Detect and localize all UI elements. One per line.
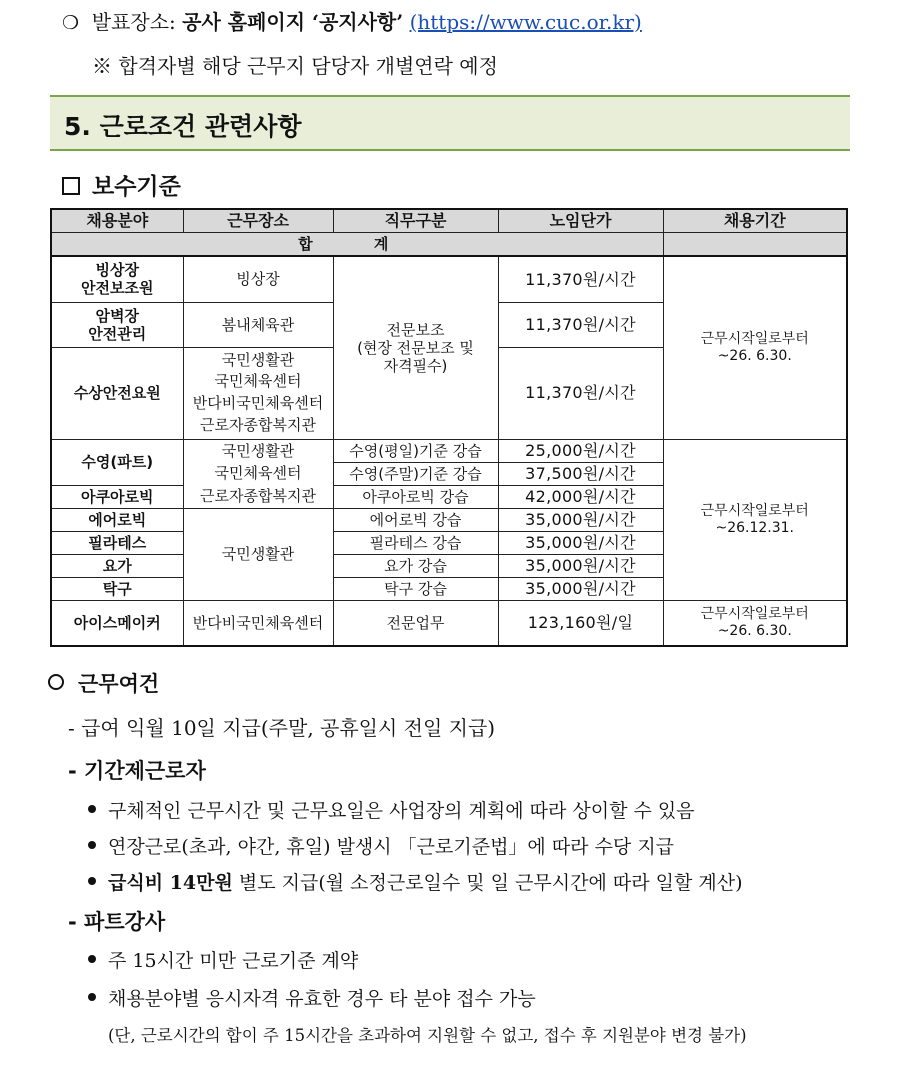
duty-cell: 전문보조 (현장 전문보조 및 자격필수) xyxy=(333,256,498,439)
bullet-dot-icon xyxy=(88,877,96,885)
wage-cell: 35,000원/시간 xyxy=(498,531,663,554)
duty-cell: 요가 강습 xyxy=(333,554,498,577)
announcement-venue xyxy=(62,6,642,35)
wage-cell: 123,160원/일 xyxy=(498,600,663,646)
part-time-note: (단, 근로시간의 합이 주 15시간을 초과하여 지원할 수 없고, 접수 후 지원분야 변경 불가) xyxy=(108,1026,747,1045)
checkbox-square-icon xyxy=(62,177,80,195)
bullet-dot-icon xyxy=(88,841,96,849)
place-cell: 봄내체육관 xyxy=(183,302,333,347)
wage-cell: 11,370원/시간 xyxy=(498,256,663,302)
bullet-dot-icon xyxy=(88,993,96,1001)
venue-value: 공사 홈페이지 ‘공지사항’ xyxy=(182,10,404,34)
section-title: 5. 근로조건 관련사항 xyxy=(64,112,302,141)
field-cell: 수영(파트) xyxy=(51,439,183,485)
field-cell: 암벽장 안전관리 xyxy=(51,302,183,347)
field-cell: 필라테스 xyxy=(51,531,183,554)
wage-cell: 35,000원/시간 xyxy=(498,508,663,531)
list-item xyxy=(88,796,695,823)
contact-note: ※ 합격자별 해당 근무지 담당자 개별연락 예정 xyxy=(92,54,498,78)
pay-table xyxy=(50,208,848,647)
period-cell: 근무시작일로부터 ~26. 6.30. xyxy=(663,600,847,646)
wage-cell: 35,000원/시간 xyxy=(498,554,663,577)
bullet-dot-icon xyxy=(88,805,96,813)
duty-cell: 탁구 강습 xyxy=(333,577,498,600)
list-item xyxy=(88,868,743,895)
field-cell: 탁구 xyxy=(51,577,183,600)
pay-subtitle: 보수기준 xyxy=(92,174,181,200)
duty-cell: 수영(주말)기준 강습 xyxy=(333,462,498,485)
duty-cell: 아쿠아로빅 강습 xyxy=(333,485,498,508)
table-header-row xyxy=(51,209,847,233)
total-row xyxy=(51,233,847,257)
wage-cell: 42,000원/시간 xyxy=(498,485,663,508)
wage-cell: 35,000원/시간 xyxy=(498,577,663,600)
duty-cell: 수영(평일)기준 강습 xyxy=(333,439,498,462)
duty-cell: 필라테스 강습 xyxy=(333,531,498,554)
conditions-title: 근무여건 xyxy=(78,672,160,696)
field-cell: 빙상장 안전보조원 xyxy=(51,256,183,302)
salary-line: - 급여 익월 10일 지급(주말, 공휴일시 전일 지급) xyxy=(68,716,496,740)
list-item-bold: 급식비 14만원 xyxy=(108,872,233,894)
field-cell: 요가 xyxy=(51,554,183,577)
conditions-title-row xyxy=(48,668,159,698)
list-item-text: 구체적인 근무시간 및 근무요일은 사업장의 계획에 따라 상이할 수 있음 xyxy=(108,800,695,822)
list-item xyxy=(88,984,536,1011)
section-header xyxy=(50,95,850,151)
field-cell: 에어로빅 xyxy=(51,508,183,531)
table-row xyxy=(51,600,847,646)
header-cell: 직무구분 xyxy=(333,209,498,233)
field-cell: 수상안전요원 xyxy=(51,347,183,439)
header-cell: 채용기간 xyxy=(663,209,847,233)
venue-label: 발표장소: xyxy=(91,10,176,34)
list-item-text: 별도 지급(월 소정근로일수 및 일 근무시간에 따라 일할 계산) xyxy=(232,872,743,894)
pay-subtitle-row xyxy=(62,168,181,201)
total-label: 합 계 xyxy=(51,233,663,257)
table-row xyxy=(51,439,847,462)
list-item xyxy=(88,832,674,859)
venue-url-link[interactable]: (https://www.cuc.or.kr) xyxy=(409,10,642,34)
list-item xyxy=(88,946,358,973)
place-cell: 반다비국민체육센터 xyxy=(183,600,333,646)
total-period xyxy=(663,233,847,257)
part-time-title: - 파트강사 xyxy=(68,910,166,934)
list-item-text: 연장근로(초과, 야간, 휴일) 발생시 「근로기준법」에 따라 수당 지급 xyxy=(108,836,675,858)
header-cell: 근무장소 xyxy=(183,209,333,233)
header-cell: 노임단가 xyxy=(498,209,663,233)
circle-bullet-icon xyxy=(48,674,64,690)
place-cell: 빙상장 xyxy=(183,256,333,302)
wage-cell: 11,370원/시간 xyxy=(498,302,663,347)
bullet-dot-icon xyxy=(88,955,96,963)
list-item-text: 채용분야별 응시자격 유효한 경우 타 분야 접수 가능 xyxy=(108,988,536,1010)
wage-cell: 11,370원/시간 xyxy=(498,347,663,439)
place-cell: 국민생활관 국민체육센터 반다비국민체육센터 근로자종합복지관 xyxy=(183,347,333,439)
circle-bullet-icon: ❍ xyxy=(62,12,80,34)
duty-cell: 에어로빅 강습 xyxy=(333,508,498,531)
list-item-text: 주 15시간 미만 근로기준 계약 xyxy=(108,950,359,972)
period-cell: 근무시작일로부터 ~26.12.31. xyxy=(663,439,847,600)
duty-cell: 전문업무 xyxy=(333,600,498,646)
place-cell: 국민생활관 xyxy=(183,508,333,600)
header-cell: 채용분야 xyxy=(51,209,183,233)
table-row xyxy=(51,256,847,302)
wage-cell: 25,000원/시간 xyxy=(498,439,663,462)
wage-cell: 37,500원/시간 xyxy=(498,462,663,485)
field-cell: 아쿠아로빅 xyxy=(51,485,183,508)
fixed-term-title: - 기간제근로자 xyxy=(68,759,206,783)
period-cell: 근무시작일로부터 ~26. 6.30. xyxy=(663,256,847,439)
field-cell: 아이스메이커 xyxy=(51,600,183,646)
place-cell: 국민생활관 국민체육센터 근로자종합복지관 xyxy=(183,439,333,508)
